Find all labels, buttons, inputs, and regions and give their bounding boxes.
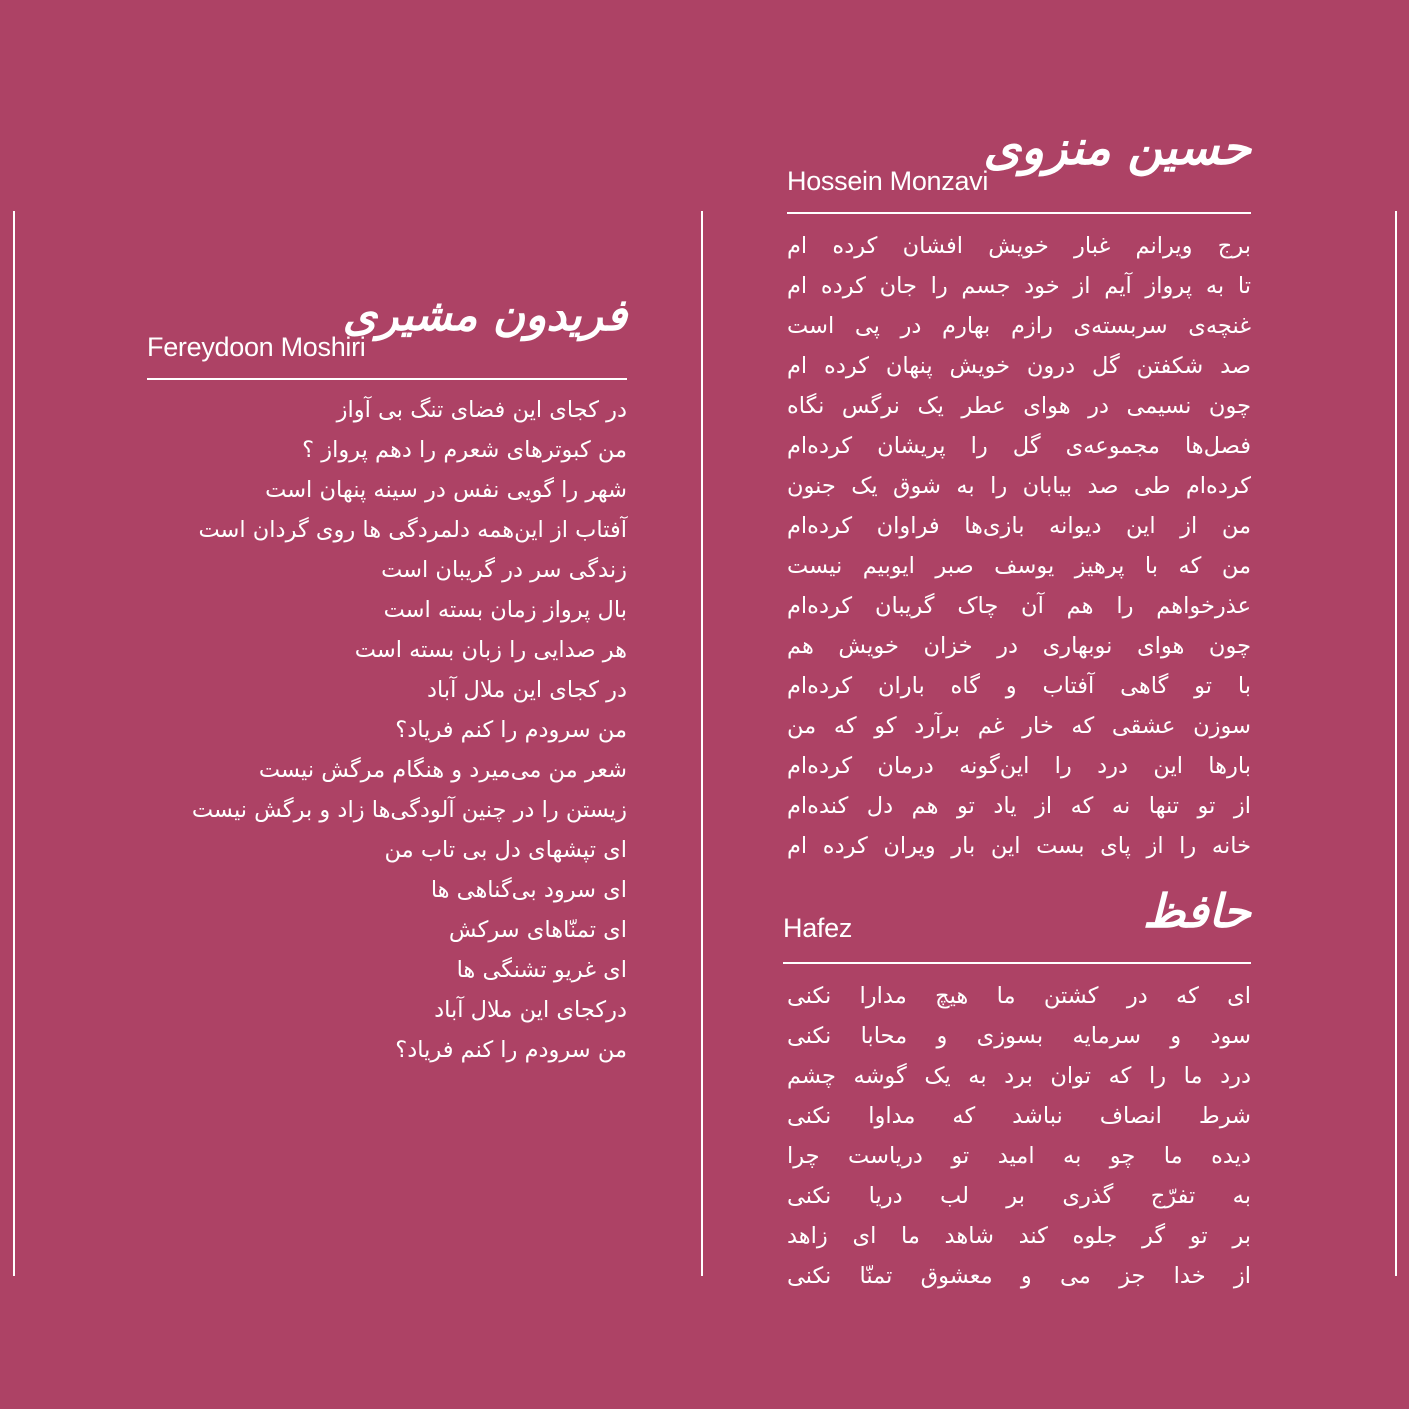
poem-monzavi — [787, 226, 1251, 866]
poem-line: ای سرود بی‌گناهی ها — [430, 877, 627, 903]
poem-line: چون نسیمی در هوای عطر یک نرگس نگاه — [787, 393, 1251, 419]
section-monzavi — [787, 110, 1251, 216]
poem-line: چون هوای نوبهاری در خزان خویش هم — [787, 633, 1251, 659]
section-rule — [147, 378, 627, 380]
poem-line: هر صدایی را زبان بسته است — [354, 637, 627, 663]
poem-line: آفتاب از این‌همه دلمردگی ها روی گردان است — [198, 517, 627, 543]
poet-name-latin: Hafez — [783, 913, 853, 943]
section-rule — [787, 212, 1251, 214]
poem-line: زندگی سر در گریبان است — [381, 557, 627, 583]
divider-right — [1395, 211, 1397, 1276]
poem-line: فصل‌ها مجموعه‌ی گل را پریشان کرده‌ام — [787, 433, 1251, 459]
poem-line: من از این دیوانه بازی‌ها فراوان کرده‌ام — [787, 513, 1251, 539]
poem-line: ای تپشهای دل بی تاب من — [384, 837, 627, 863]
poem-line: کرده‌ام طی صد بیابان را به شوق یک جنون — [787, 473, 1251, 499]
poem-line: غنچه‌ی سربسته‌ی رازم بهارم در پی است — [787, 313, 1251, 339]
poem-hafez — [787, 976, 1251, 1296]
poem-line: سوزن عشقی که خار غم برآرد کو که من — [787, 713, 1251, 739]
poem-line: شرط انصاف نباشد که مداوا نکنی — [787, 1103, 1251, 1129]
poem-line: زیستن را در چنین آلودگی‌ها زاد و برگش نیست — [191, 797, 627, 823]
poem-line: شعر من می‌میرد و هنگام مرگش نیست — [258, 757, 627, 783]
poem-line: صد شکفتن گل درون خویش پنهان کرده ام — [787, 353, 1251, 379]
poem-line: خانه را از پای بست این بار ویران کرده ام — [787, 833, 1251, 859]
poet-name-latin: Hossein Monzavi — [787, 166, 989, 196]
poem-line: در کجای این فضای تنگ بی آواز — [336, 397, 627, 423]
poem-line: من که با پرهیز یوسف صبر ایوبیم نیست — [787, 553, 1251, 579]
section-moshiri — [147, 282, 627, 382]
poem-line: ای غریو تشنگی ها — [456, 957, 627, 983]
section-hafez — [783, 880, 1251, 966]
poem-line: سود و سرمایه بسوزی و محابا نکنی — [787, 1023, 1251, 1049]
poem-line: با تو گاهی آفتاب و گاه باران کرده‌ام — [787, 673, 1251, 699]
poem-line: درد ما را که توان برد به یک گوشه چشم — [787, 1063, 1251, 1089]
poem-line: شهر را گویی نفس در سینه پنهان است — [265, 477, 627, 503]
poem-line: به تفرّج گذری بر لب دریا نکنی — [787, 1183, 1251, 1209]
divider-center — [701, 211, 703, 1276]
poem-line: بر تو گر جلوه کند شاهد ما ای زاهد — [787, 1223, 1251, 1249]
poem-line: در کجای این ملال آباد — [426, 677, 627, 703]
poet-name-persian: حسین منزوی — [983, 120, 1251, 176]
poem-line: من کبوترهای شعرم را دهم پرواز ؟ — [302, 437, 627, 463]
divider-left — [13, 211, 15, 1276]
poem-line: درکجای این ملال آباد — [434, 997, 627, 1023]
poem-line: ای تمنّاهای سرکش — [448, 917, 627, 943]
poem-line: بال پرواز زمان بسته است — [383, 597, 627, 623]
poem-line: ای که در کشتن ما هیچ مدارا نکنی — [787, 983, 1251, 1009]
poem-line: از تو تنها نه که از یاد تو هم دل کنده‌ام — [787, 793, 1251, 819]
poet-name-persian: فریدون مشیری — [342, 290, 627, 341]
poem-line: من سرودم را کنم فریاد؟ — [395, 1037, 627, 1063]
section-rule — [783, 962, 1251, 964]
poem-line: برج ویرانم غبار خویش افشان کرده ام — [787, 233, 1251, 259]
poem-line: از خدا جز می و معشوق تمنّا نکنی — [787, 1263, 1251, 1289]
poem-line: دیده ما چو به امید تو دریاست چرا — [787, 1143, 1251, 1169]
poem-moshiri — [147, 390, 627, 1070]
poem-line: عذرخواهم را هم آن چاک گریبان کرده‌ام — [787, 593, 1251, 619]
poem-line: تا به پرواز آیم از خود جسم را جان کرده ام — [787, 273, 1251, 299]
poem-line: بارها این درد را این‌گونه درمان کرده‌ام — [787, 753, 1251, 779]
poet-name-persian: حافظ — [1142, 884, 1251, 938]
poem-line: من سرودم را کنم فریاد؟ — [395, 717, 627, 743]
poet-name-latin: Fereydoon Moshiri — [147, 332, 366, 362]
